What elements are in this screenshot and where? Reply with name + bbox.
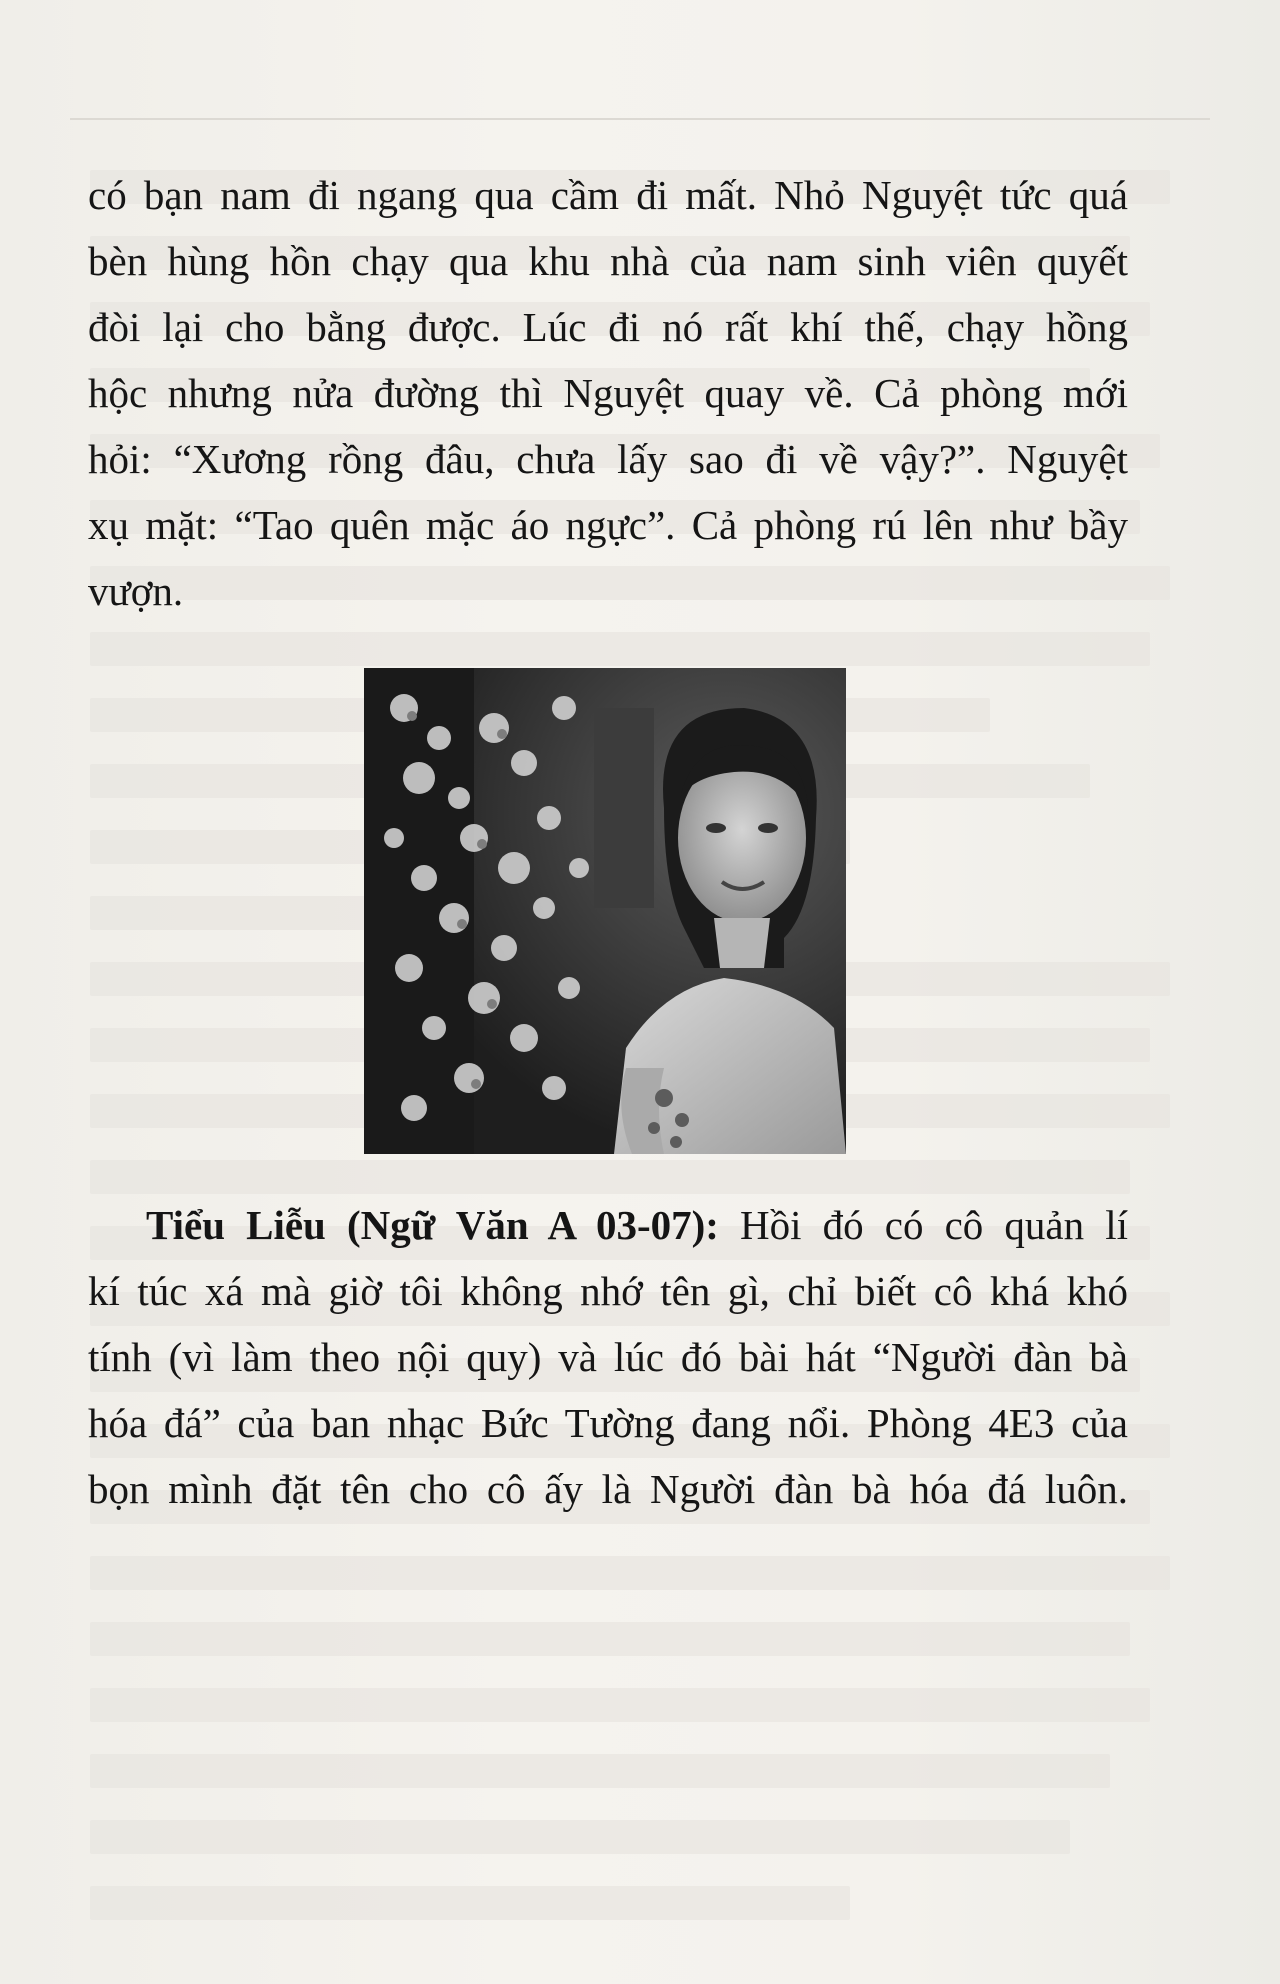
text-line: hỏi: “Xương rồng đâu, chưa lấy sao đi về vậy?”. Nguyệt [88,436,1128,482]
portrait-photo [364,668,846,1154]
text-line: đòi lại cho bằng được. Lúc đi nó rất khí thế, chạy hồng [88,304,1128,350]
text-fragment: Hồi đó có cô quản lí [718,1202,1128,1248]
text-line: vượn. [88,568,184,614]
text-line: hộc nhưng nửa đường thì Nguyệt quay về. Cả phòng mới [88,370,1128,416]
header-rule [70,118,1210,120]
paragraph-anecdote [88,162,1128,624]
paragraph-testimony [88,1192,1128,1522]
text-line: kí túc xá mà giờ tôi không nhớ tên gì, chỉ biết cô khá khó [88,1268,1128,1314]
text-line: tính (vì làm theo nội quy) và lúc đó bài hát “Người đàn bà [88,1334,1128,1380]
text-line: bèn hùng hồn chạy qua khu nhà của nam sinh viên quyết [88,238,1128,284]
text-line: bọn mình đặt tên cho cô ấy là Người đàn bà hóa đá luôn. [88,1466,1128,1512]
text-line: hóa đá” của ban nhạc Bức Tường đang nổi. Phòng 4E3 của [88,1400,1128,1446]
text-line-first [88,1192,1128,1258]
speaker-name: Tiểu Liễu (Ngữ Văn A 03-07): [146,1202,719,1248]
text-line: có bạn nam đi ngang qua cầm đi mất. Nhỏ Nguyệt tức quá [88,172,1128,218]
text-line: xụ mặt: “Tao quên mặc áo ngực”. Cả phòng rú lên như bầy [88,502,1128,548]
portrait-photo-illustration [364,668,846,1154]
